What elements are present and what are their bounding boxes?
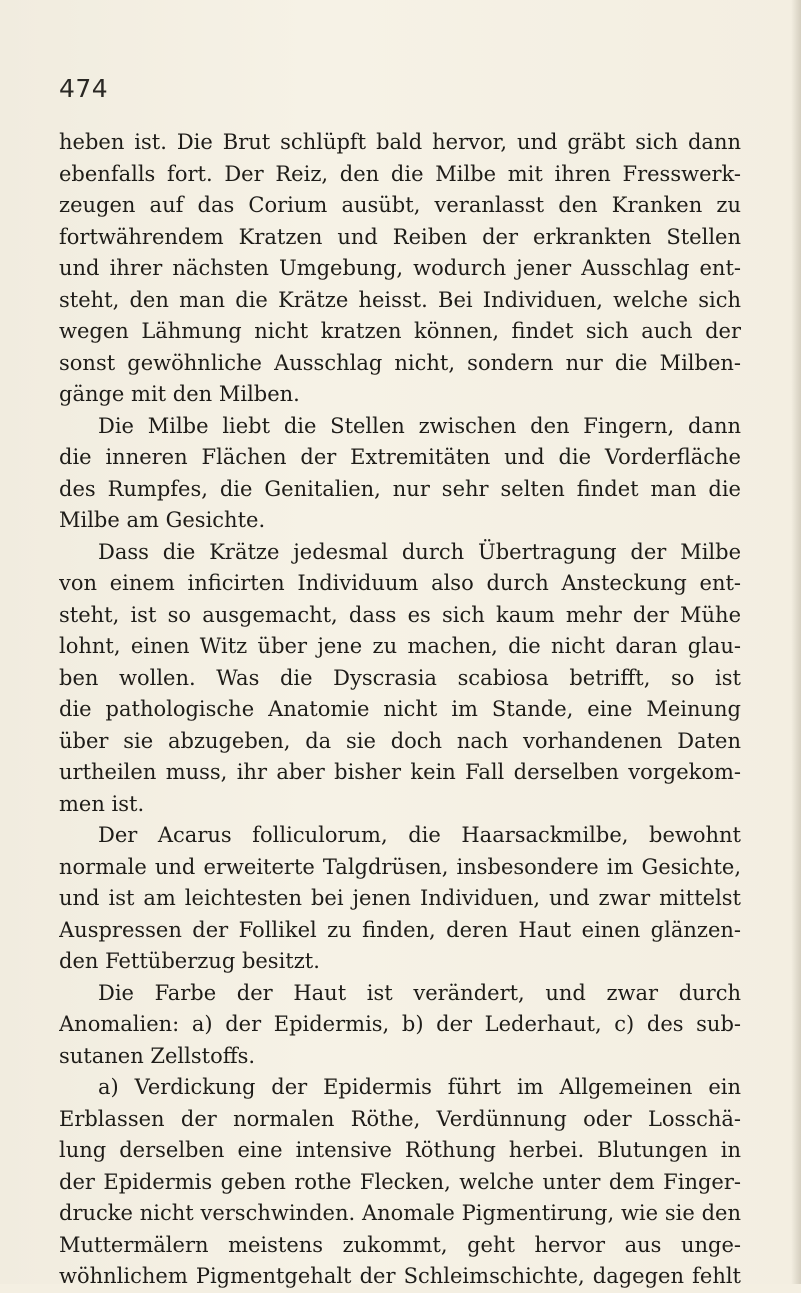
text-line: sutanen Zellstoffs. xyxy=(59,1043,256,1068)
text-line: die inneren Flächen der Extremitäten und die Vorderfläche xyxy=(59,445,741,469)
text-line: Erblassen der normalen Röthe, Verdünnung oder Losschä- xyxy=(59,1106,741,1131)
text-line: über sie abzugeben, da sie doch nach vorhandenen Daten xyxy=(59,728,741,753)
text-line: Die Milbe liebt die Stellen zwischen den Fingern, dann xyxy=(98,413,741,438)
text-line: von einem inficirten Individuum also durch Ansteckung ent- xyxy=(59,571,741,595)
text-line: wegen Lähmung nicht kratzen können, findet sich auch der xyxy=(59,319,741,343)
text-line: die pathologische Anatomie nicht im Stande, eine Meinung xyxy=(59,697,741,721)
text-line: und ist am leichtesten bei jenen Individuen, und zwar mittelst xyxy=(59,886,741,910)
page-edge-shadow xyxy=(791,0,801,1284)
text-line: Anomalien: a) der Epidermis, b) der Lederhaut, c) des sub- xyxy=(59,1012,741,1036)
text-line: normale und erweiterte Talgdrüsen, insbesondere im Gesichte, xyxy=(59,854,741,879)
text-line: fortwährendem Kratzen und Reiben der erkrankten Stellen xyxy=(59,224,741,249)
text-line: Der Acarus folliculorum, die Haarsackmilbe, bewohnt xyxy=(98,823,741,847)
text-line: Milbe am Gesichte. xyxy=(59,508,266,532)
text-line: Die Farbe der Haut ist verändert, und zwar durch xyxy=(98,980,741,1005)
text-line: Muttermälern meistens zukommt, geht hervor aus unge- xyxy=(59,1232,741,1257)
text-line: steht, ist so ausgemacht, dass es sich kaum mehr der Mühe xyxy=(59,602,741,627)
text-line: wöhnlichem Pigmentgehalt der Schleimschichte, dagegen fehlt xyxy=(59,1264,741,1288)
text-line: der Epidermis geben rothe Flecken, welche unter dem Finger- xyxy=(59,1169,741,1194)
text-line: ben wollen. Was die Dyscrasia scabiosa betrifft, so ist xyxy=(59,665,741,690)
text-line: heben ist. Die Brut schlüpft bald hervor, und gräbt sich dann xyxy=(59,130,741,154)
text-line: ebenfalls fort. Der Reiz, den die Milbe mit ihren Fresswerk- xyxy=(59,161,741,186)
text-line: urtheilen muss, ihr aber bisher kein Fall derselben vorgekom- xyxy=(59,760,741,784)
text-line: a) Verdickung der Epidermis führt im Allgemeinen ein xyxy=(98,1075,741,1099)
text-line: Auspressen der Follikel zu finden, deren Haut einen glänzen- xyxy=(59,917,741,942)
text-line: zeugen auf das Corium ausübt, veranlasst den Kranken zu xyxy=(59,193,741,217)
text-line: drucke nicht verschwinden. Anomale Pigmentirung, wie sie den xyxy=(59,1201,741,1225)
text-line: den Fettüberzug besitzt. xyxy=(59,949,320,973)
text-line: und ihrer nächsten Umgebung, wodurch jener Ausschlag ent- xyxy=(59,256,741,280)
text-line: Dass die Krätze jedesmal durch Übertragung der Milbe xyxy=(98,539,741,564)
text-line: lohnt, einen Witz über jene zu machen, die nicht daran glau- xyxy=(59,634,741,658)
body-text xyxy=(59,127,741,1293)
text-line: men ist. xyxy=(59,791,145,816)
page-number: 474 xyxy=(59,74,109,103)
text-line: steht, den man die Krätze heisst. Bei Individuen, welche sich xyxy=(59,287,741,312)
text-line: des Rumpfes, die Genitalien, nur sehr selten findet man die xyxy=(59,476,741,501)
text-line: lung derselben eine intensive Röthung herbei. Blutungen in xyxy=(59,1138,741,1162)
text-line: sonst gewöhnliche Ausschlag nicht, sondern nur die Milben- xyxy=(59,350,741,375)
text-line: gänge mit den Milben. xyxy=(59,382,300,406)
